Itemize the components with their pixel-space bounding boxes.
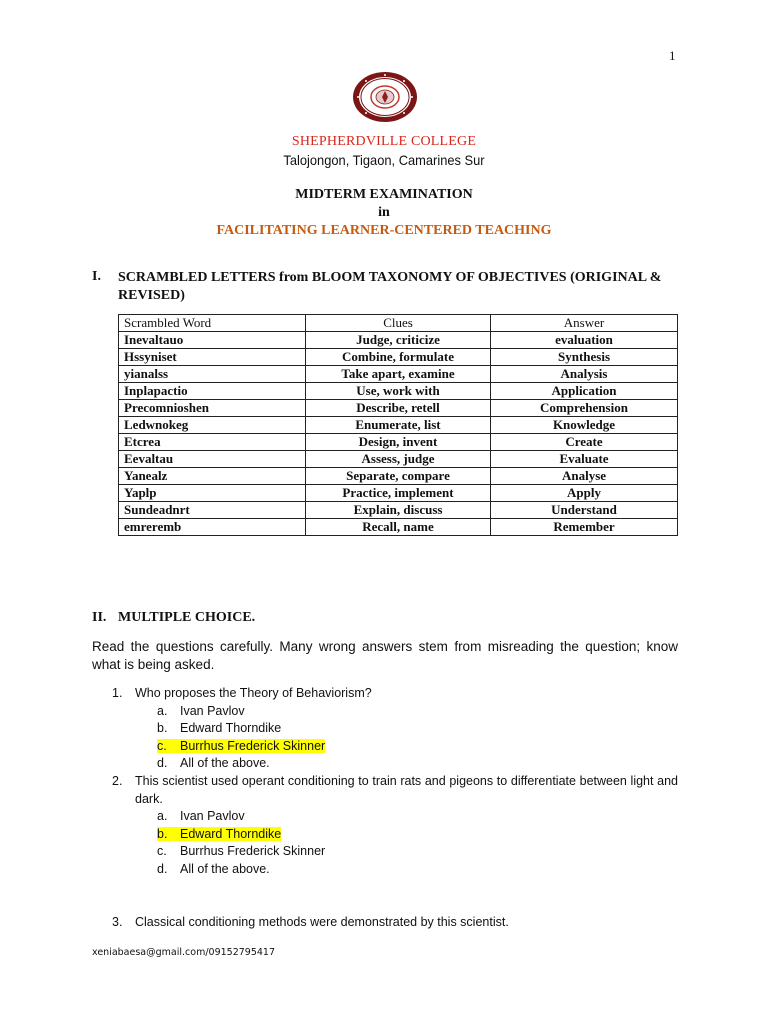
instructions-text: Read the questions carefully. Many wrong answers stem from misreading the question; know what is being asked. [92, 639, 678, 672]
option-letter: a. [157, 704, 168, 718]
question-text: Classical conditioning methods were demonstrated by this scientist. [135, 915, 509, 929]
table-cell: Take apart, examine [306, 366, 491, 383]
college-name: SHEPHERDVILLE COLLEGE [291, 134, 477, 149]
table-row [119, 485, 678, 502]
option-text: Burrhus Frederick Skinner [180, 739, 326, 753]
table-cell: Application [491, 383, 678, 400]
option-letter: d. [157, 756, 168, 770]
table-cell: yianalss [119, 366, 306, 383]
option-letter: a. [157, 809, 168, 823]
option-content [157, 862, 270, 876]
table-cell: Yanealz [119, 468, 306, 485]
table-row [119, 417, 678, 434]
option-text: Ivan Pavlov [180, 809, 245, 823]
table-row [119, 519, 678, 536]
table-cell: Create [491, 434, 678, 451]
answer-option [157, 702, 245, 720]
table-header-cell: Clues [306, 315, 491, 332]
table-row [119, 468, 678, 485]
section2-title: MULTIPLE CHOICE. [118, 610, 256, 625]
course-title: FACILITATING LEARNER-CENTERED TEACHING [216, 223, 552, 238]
table-cell: Ledwnokeg [119, 417, 306, 434]
table-cell: Analysis [491, 366, 678, 383]
question-text: Who proposes the Theory of Behaviorism? [135, 686, 372, 700]
option-text: Ivan Pavlov [180, 704, 245, 718]
table-cell: Describe, retell [306, 400, 491, 417]
table-cell: Synthesis [491, 349, 678, 366]
highlighted-answer [157, 739, 325, 753]
section2-heading [92, 610, 255, 626]
option-letter: d. [157, 862, 168, 876]
option-letter: b. [157, 721, 168, 735]
exam-title: MIDTERM EXAMINATION [295, 187, 473, 202]
section1-number: I. [92, 269, 101, 284]
table-cell: Explain, discuss [306, 502, 491, 519]
table-row [119, 366, 678, 383]
option-letter: c. [157, 739, 167, 753]
table-cell: Practice, implement [306, 485, 491, 502]
option-content [157, 704, 245, 718]
question-text: This scientist used operant conditioning to train rats and pigeons to differentiate between light and dark. [135, 774, 678, 806]
question-number: 3. [112, 915, 123, 929]
question-number: 1. [112, 686, 123, 700]
table-row [119, 451, 678, 468]
table-cell: Evaluate [491, 451, 678, 468]
question-2 [112, 772, 678, 808]
table-cell: Judge, criticize [306, 332, 491, 349]
table-cell: Comprehension [491, 400, 678, 417]
question-3 [112, 913, 678, 931]
table-cell: Eevaltau [119, 451, 306, 468]
table-cell: Understand [491, 502, 678, 519]
answer-option [157, 842, 325, 860]
answer-option [157, 807, 245, 825]
table-cell: Analyse [491, 468, 678, 485]
table-cell: evaluation [491, 332, 678, 349]
answer-option [157, 754, 270, 772]
option-text: All of the above. [180, 756, 270, 770]
option-content [157, 844, 325, 858]
table-cell: Design, invent [306, 434, 491, 451]
table-row [119, 332, 678, 349]
option-content [157, 721, 281, 735]
table-cell: Hssyniset [119, 349, 306, 366]
section2-number: II. [92, 610, 107, 625]
table-cell: Etcrea [119, 434, 306, 451]
question-1 [112, 684, 678, 702]
table-row [119, 400, 678, 417]
table-cell: Knowledge [491, 417, 678, 434]
table-header-cell: Scrambled Word [119, 315, 306, 332]
table-cell: Separate, compare [306, 468, 491, 485]
table-header-row [119, 315, 678, 332]
table-cell: Enumerate, list [306, 417, 491, 434]
option-letter: c. [157, 844, 167, 858]
table-cell: Precomnioshen [119, 400, 306, 417]
table-cell: Yaplp [119, 485, 306, 502]
bloom-taxonomy-table [118, 314, 678, 536]
table-cell: Sundeadnrt [119, 502, 306, 519]
option-content [157, 756, 270, 770]
option-content [157, 809, 245, 823]
table-cell: Apply [491, 485, 678, 502]
table-row [119, 502, 678, 519]
answer-option [157, 825, 281, 843]
table-cell: Combine, formulate [306, 349, 491, 366]
table-header-cell: Answer [491, 315, 678, 332]
option-text: All of the above. [180, 862, 270, 876]
section1-title: SCRAMBLED LETTERS from BLOOM TAXONOMY OF OBJECTIVES (ORIGINAL & REVISED) [118, 270, 662, 303]
table-cell: Assess, judge [306, 451, 491, 468]
table-row [119, 434, 678, 451]
answer-option [157, 737, 325, 755]
option-text: Edward Thorndike [180, 721, 282, 735]
page-number: 1 [669, 48, 676, 63]
option-letter: b. [157, 827, 168, 841]
table-row [119, 383, 678, 400]
college-seal-logo [352, 71, 418, 123]
table-cell: emreremb [119, 519, 306, 536]
answer-option [157, 719, 281, 737]
option-text: Burrhus Frederick Skinner [180, 844, 326, 858]
table-cell: Use, work with [306, 383, 491, 400]
college-address: Talojongon, Tigaon, Camarines Sur [283, 152, 485, 168]
exam-in: in [378, 205, 390, 220]
table-cell: Recall, name [306, 519, 491, 536]
table-cell: Inplapactio [119, 383, 306, 400]
table-cell: Inevaltauo [119, 332, 306, 349]
table-row [119, 349, 678, 366]
option-text: Edward Thorndike [180, 827, 282, 841]
footer-contact: xeniabaesa@gmail.com/09152795417 [92, 947, 276, 958]
highlighted-answer [157, 827, 281, 841]
table-cell: Remember [491, 519, 678, 536]
answer-option [157, 860, 270, 878]
question-number: 2. [112, 774, 123, 788]
